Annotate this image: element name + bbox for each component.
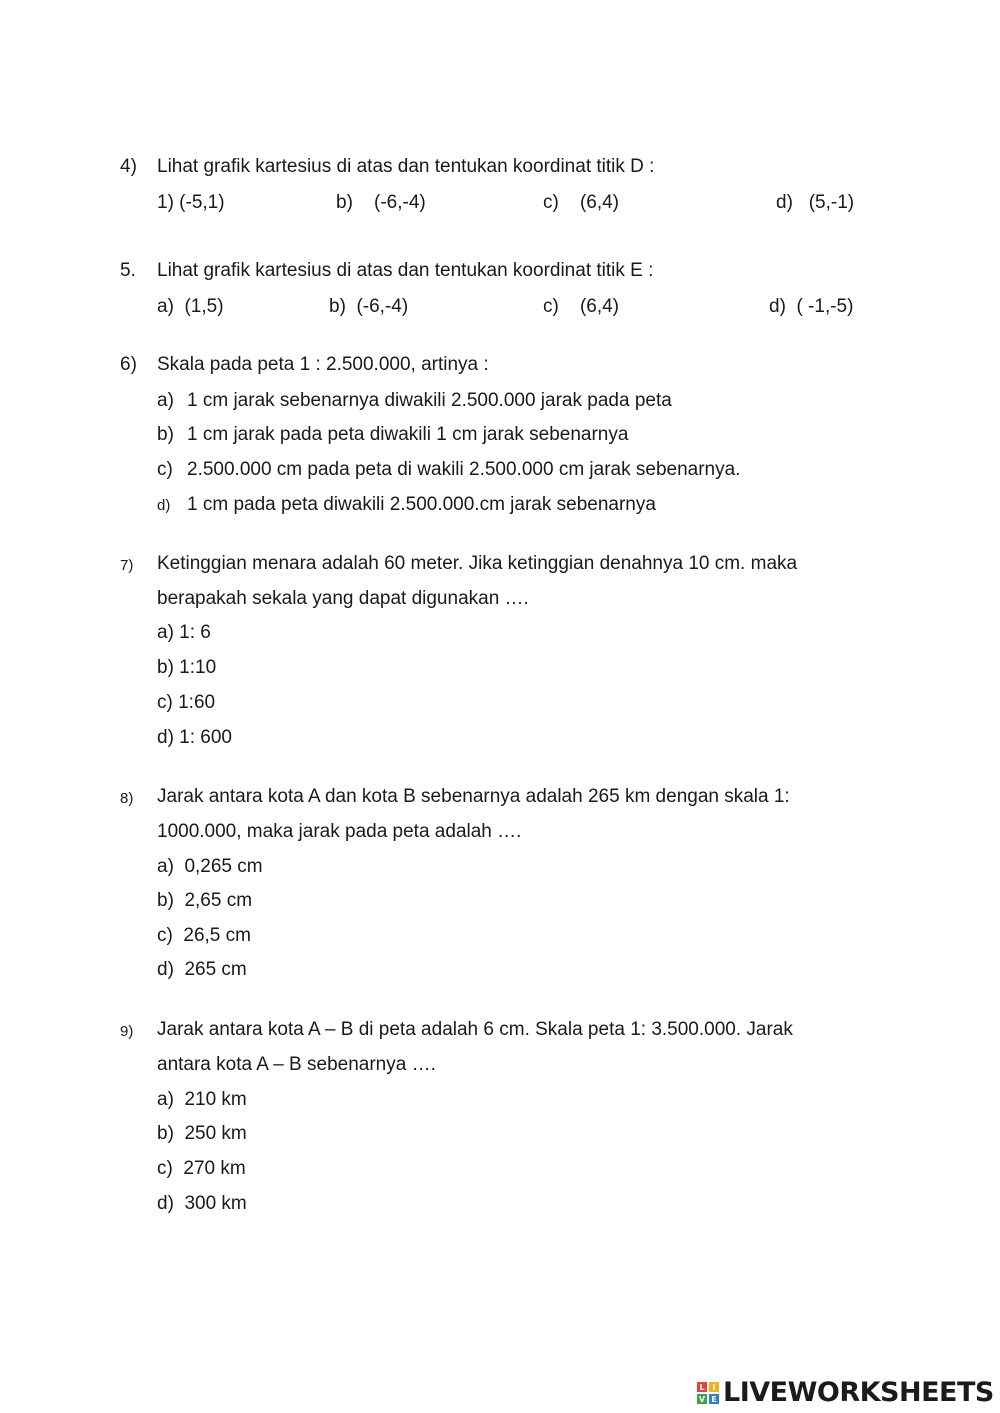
logo-block-e: E xyxy=(709,1394,719,1404)
question-5-option-a[interactable]: a) (1,5) xyxy=(157,296,224,317)
question-6-option-c-text[interactable]: 2.500.000 cm pada peta di wakili 2.500.000 cm jarak sebenarnya. xyxy=(187,459,741,480)
question-5-option-c[interactable]: c) (6,4) xyxy=(543,296,620,317)
question-5-option-d[interactable]: d) ( -1,-5) xyxy=(769,296,854,317)
question-7-option-d[interactable]: d) 1: 600 xyxy=(157,727,232,748)
question-9-number: 9) xyxy=(120,1023,134,1040)
question-9-text-line-1: Jarak antara kota A – B di peta adalah 6 cm. Skala peta 1: 3.500.000. Jarak xyxy=(157,1019,793,1040)
question-8-option-c[interactable]: c) 26,5 cm xyxy=(157,925,251,946)
question-7-number: 7) xyxy=(120,557,134,574)
question-9-option-a[interactable]: a) 210 km xyxy=(157,1089,247,1110)
question-6-number: 6) xyxy=(120,354,137,375)
question-4-number: 4) xyxy=(120,156,137,177)
question-8-option-a[interactable]: a) 0,265 cm xyxy=(157,856,263,877)
question-6-option-a-letter[interactable]: a) xyxy=(157,390,174,411)
question-8-option-b[interactable]: b) 2,65 cm xyxy=(157,890,253,911)
question-4-option-d[interactable]: d) (5,-1) xyxy=(776,192,855,213)
question-7-text-line-2: berapakah sekala yang dapat digunakan …. xyxy=(157,588,529,609)
question-6-text: Skala pada peta 1 : 2.500.000, artinya : xyxy=(157,354,489,375)
question-4-option-b[interactable]: b) (-6,-4) xyxy=(336,192,426,213)
question-6-option-b-text[interactable]: 1 cm jarak pada peta diwakili 1 cm jarak sebenarnya xyxy=(187,424,629,445)
question-9-option-d[interactable]: d) 300 km xyxy=(157,1193,247,1214)
question-9-option-b[interactable]: b) 250 km xyxy=(157,1123,247,1144)
question-6-option-d-text[interactable]: 1 cm pada peta diwakili 2.500.000.cm jarak sebenarnya xyxy=(187,494,656,515)
question-8-option-d[interactable]: d) 265 cm xyxy=(157,959,247,980)
logo-block-i: I xyxy=(709,1382,719,1392)
question-4-option-c[interactable]: c) (6,4) xyxy=(543,192,620,213)
liveworksheets-logo xyxy=(697,1376,994,1410)
question-7-text-line-1: Ketinggian menara adalah 60 meter. Jika ketinggian denahnya 10 cm. maka xyxy=(157,553,798,574)
question-6-option-d-letter[interactable]: d) xyxy=(157,497,171,514)
question-9-option-c[interactable]: c) 270 km xyxy=(157,1158,246,1179)
question-4-text: Lihat grafik kartesius di atas dan tentukan koordinat titik D : xyxy=(157,156,655,177)
question-5-text: Lihat grafik kartesius di atas dan tentukan koordinat titik E : xyxy=(157,260,654,281)
logo-block-v: V xyxy=(698,1394,706,1404)
question-8-number: 8) xyxy=(120,790,134,807)
question-5-option-b[interactable]: b) (-6,-4) xyxy=(329,296,409,317)
logo-blocks-icon xyxy=(697,1382,719,1404)
question-5-number: 5. xyxy=(120,260,136,281)
question-8-text-line-1: Jarak antara kota A dan kota B sebenarnya adalah 265 km dengan skala 1: xyxy=(157,786,790,807)
question-6-option-a-text[interactable]: 1 cm jarak sebenarnya diwakili 2.500.000 jarak pada peta xyxy=(187,390,672,411)
question-8-text-line-2: 1000.000, maka jarak pada peta adalah …. xyxy=(157,821,522,842)
logo-block-l: L xyxy=(697,1382,707,1392)
question-7-option-c[interactable]: c) 1:60 xyxy=(157,692,216,713)
question-4-option-1[interactable]: 1) (-5,1) xyxy=(157,192,225,213)
question-6-option-b-letter[interactable]: b) xyxy=(157,424,174,445)
question-9-text-line-2: antara kota A – B sebenarnya …. xyxy=(157,1054,436,1075)
logo-text: LIVEWORKSHEETS xyxy=(723,1377,994,1408)
question-7-option-b[interactable]: b) 1:10 xyxy=(157,657,217,678)
question-6-option-c-letter[interactable]: c) xyxy=(157,459,173,480)
question-7-option-a[interactable]: a) 1: 6 xyxy=(157,622,211,643)
